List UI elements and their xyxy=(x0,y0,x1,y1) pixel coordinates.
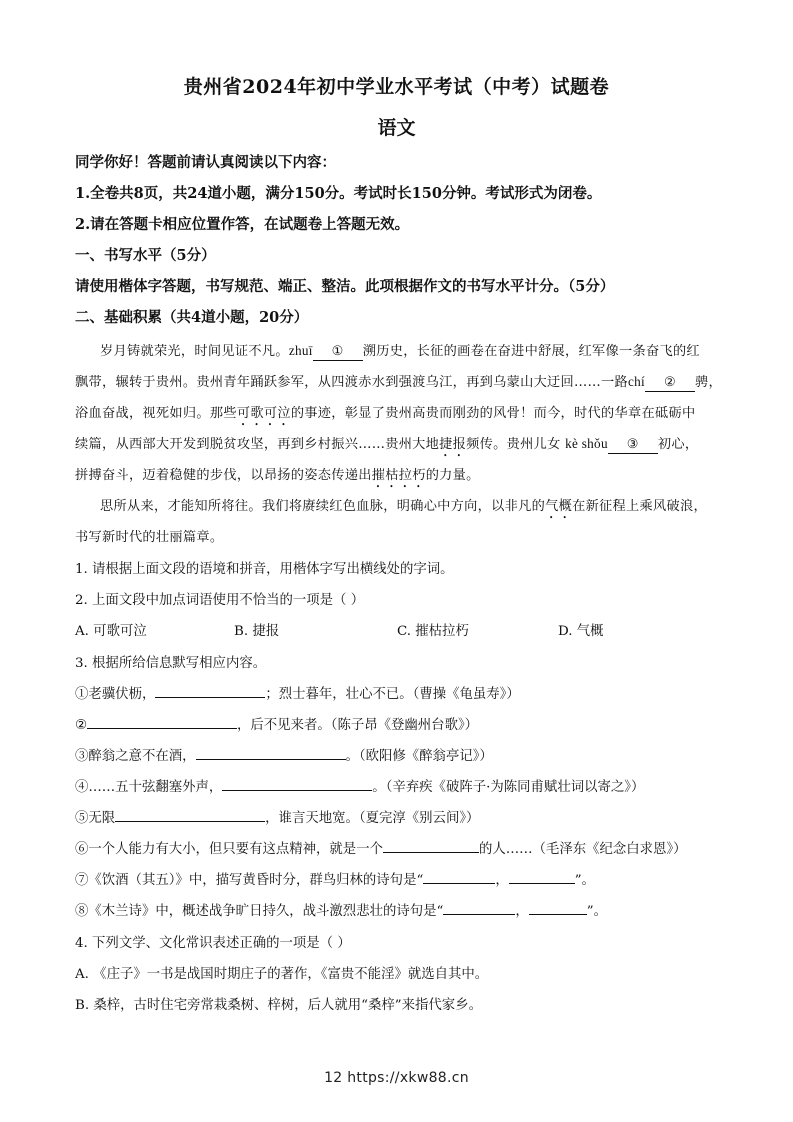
passage-line-4: 续篇，从西部大开发到脱贫攻坚，再到乡村振兴……贵州大地捷报频传。贵州儿女 kè shǒu ③ 初心， xyxy=(75,436,699,452)
q3-item-3: ③醉翁之意不在酒， 。（欧阳修《醉翁亭记》） xyxy=(75,745,493,764)
question-1: 1. 请根据上面文段的语境和拼音，用楷体字写出横线处的字词。 xyxy=(75,562,454,577)
dotted-word-3: 摧枯拉朽 xyxy=(371,468,426,483)
q3-blank-3[interactable] xyxy=(196,746,346,760)
question-4: 4. 下列文学、文化常识表述正确的一项是（ ） xyxy=(75,936,351,951)
pinyin-1: zhuī xyxy=(288,343,313,358)
passage-line-1: 岁月铸就荣光，时间见证不凡。zhuī ① 溯历史，长征的画卷在奋进中舒展，红军像一条奋飞的红 xyxy=(100,343,700,359)
q4-option-a[interactable]: A. 《庄子》一书是战国时期庄子的著作，《富贵不能淫》就选自其中。 xyxy=(75,967,489,982)
section2-heading: 二、基础积累（共4道小题，20分） xyxy=(75,309,309,326)
blank-1[interactable]: ① xyxy=(313,345,363,361)
passage-line-2: 飘带，辗转于贵州。贵州青年踊跃参军，从四渡赤水到强渡乌江，再到乌蒙山大迂回……一路chí ② 骋， xyxy=(75,374,722,390)
q3-item-8: ⑧《木兰诗》中，概述战争旷日持久，战斗激烈悲壮的诗句是“ ， ”。 xyxy=(75,900,607,919)
passage-p2-line-1: 思所从来，才能知所将往。我们将赓续红色血脉，明确心中方向，以非凡的气概在新征程上乘风破浪， xyxy=(100,499,707,514)
dotted-word-2: 捷报 xyxy=(439,437,467,452)
q3-item-6: ⑥一个人能力有大小，但只要有这点精神，就是一个 的人……（毛泽东《纪念白求恩》） xyxy=(75,838,687,857)
q3-item-4: ④……五十弦翻塞外声， 。（辛弃疾《破阵子·为陈同甫赋壮词以寄之》） xyxy=(75,776,644,795)
q2-option-c[interactable]: C. 摧枯拉朽 xyxy=(397,624,469,639)
q4-option-b[interactable]: B. 桑梓，古时住宅旁常栽桑树、梓树，后人就用“桑梓”来指代家乡。 xyxy=(75,998,482,1013)
q3-blank-7b[interactable] xyxy=(509,870,575,884)
dotted-word-1: 可歌可泣 xyxy=(236,406,291,421)
q3-blank-2[interactable] xyxy=(87,715,237,729)
q3-item-7: ⑦《饮酒（其五）》中，描写黄昏时分，群鸟归林的诗句是“ ， ”。 xyxy=(75,869,595,888)
notice-greeting: 同学你好！答题前请认真阅读以下内容： xyxy=(75,154,336,171)
blank-2[interactable]: ② xyxy=(645,376,695,392)
q3-item-1: ①老骥伏枥， ；烈士暮年，壮心不已。（曹操《龟虽寿》） xyxy=(75,683,520,702)
blank-3[interactable]: ③ xyxy=(608,438,658,454)
q3-item-5: ⑤无限 ，谁言天地宽。（夏完淳《别云间》） xyxy=(75,807,479,826)
section1-instruction: 请使用楷体字答题，书写规范、端正、整洁。此项根据作文的书写水平计分。（5分） xyxy=(75,278,615,295)
section1-heading: 一、书写水平（5分） xyxy=(75,247,216,264)
q2-option-d[interactable]: D. 气概 xyxy=(558,624,604,639)
dotted-word-4: 气概 xyxy=(545,499,573,514)
q3-item-2: ② ，后不见来者。（陈子昂《登幽州台歌》） xyxy=(75,714,478,733)
notice-item-1: 1.全卷共8页，共24道小题，满分150分。考试时长150分钟。考试形式为闭卷。 xyxy=(75,185,602,202)
q3-blank-5[interactable] xyxy=(115,808,265,822)
pinyin-3: kè shǒu xyxy=(565,436,608,451)
question-3: 3. 根据所给信息默写相应内容。 xyxy=(75,656,267,671)
subject-title: 语文 xyxy=(377,117,416,139)
q3-blank-4[interactable] xyxy=(222,777,372,791)
q3-blank-8a[interactable] xyxy=(443,901,515,915)
q3-blank-6[interactable] xyxy=(383,839,479,853)
q3-blank-1[interactable] xyxy=(155,684,265,698)
passage-line-5: 拼搏奋斗，迈着稳健的步伐，以昂扬的姿态传递出摧枯拉朽的力量。 xyxy=(75,468,480,483)
question-2: 2. 上面文段中加点词语使用不恰当的一项是（ ） xyxy=(75,593,365,608)
q2-option-b[interactable]: B. 捷报 xyxy=(234,624,280,639)
q3-blank-7a[interactable] xyxy=(423,870,495,884)
passage-line-3: 浴血奋战，视死如归。那些可歌可泣的事迹，彰显了贵州高贵而刚劲的风骨！而今，时代的华章在砥砺中 xyxy=(75,406,696,421)
pinyin-2: chí xyxy=(627,374,645,389)
passage-p2-line-2: 书写新时代的壮丽篇章。 xyxy=(75,530,224,545)
exam-title: 贵州省2024年初中学业水平考试（中考）试题卷 xyxy=(183,76,610,98)
q3-blank-8b[interactable] xyxy=(529,901,587,915)
notice-item-2: 2.请在答题卡相应位置作答，在试题卷上答题无效。 xyxy=(75,216,410,233)
page-footer: 12 https://xkw88.cn xyxy=(324,1070,469,1086)
q2-option-a[interactable]: A. 可歌可泣 xyxy=(75,624,147,639)
